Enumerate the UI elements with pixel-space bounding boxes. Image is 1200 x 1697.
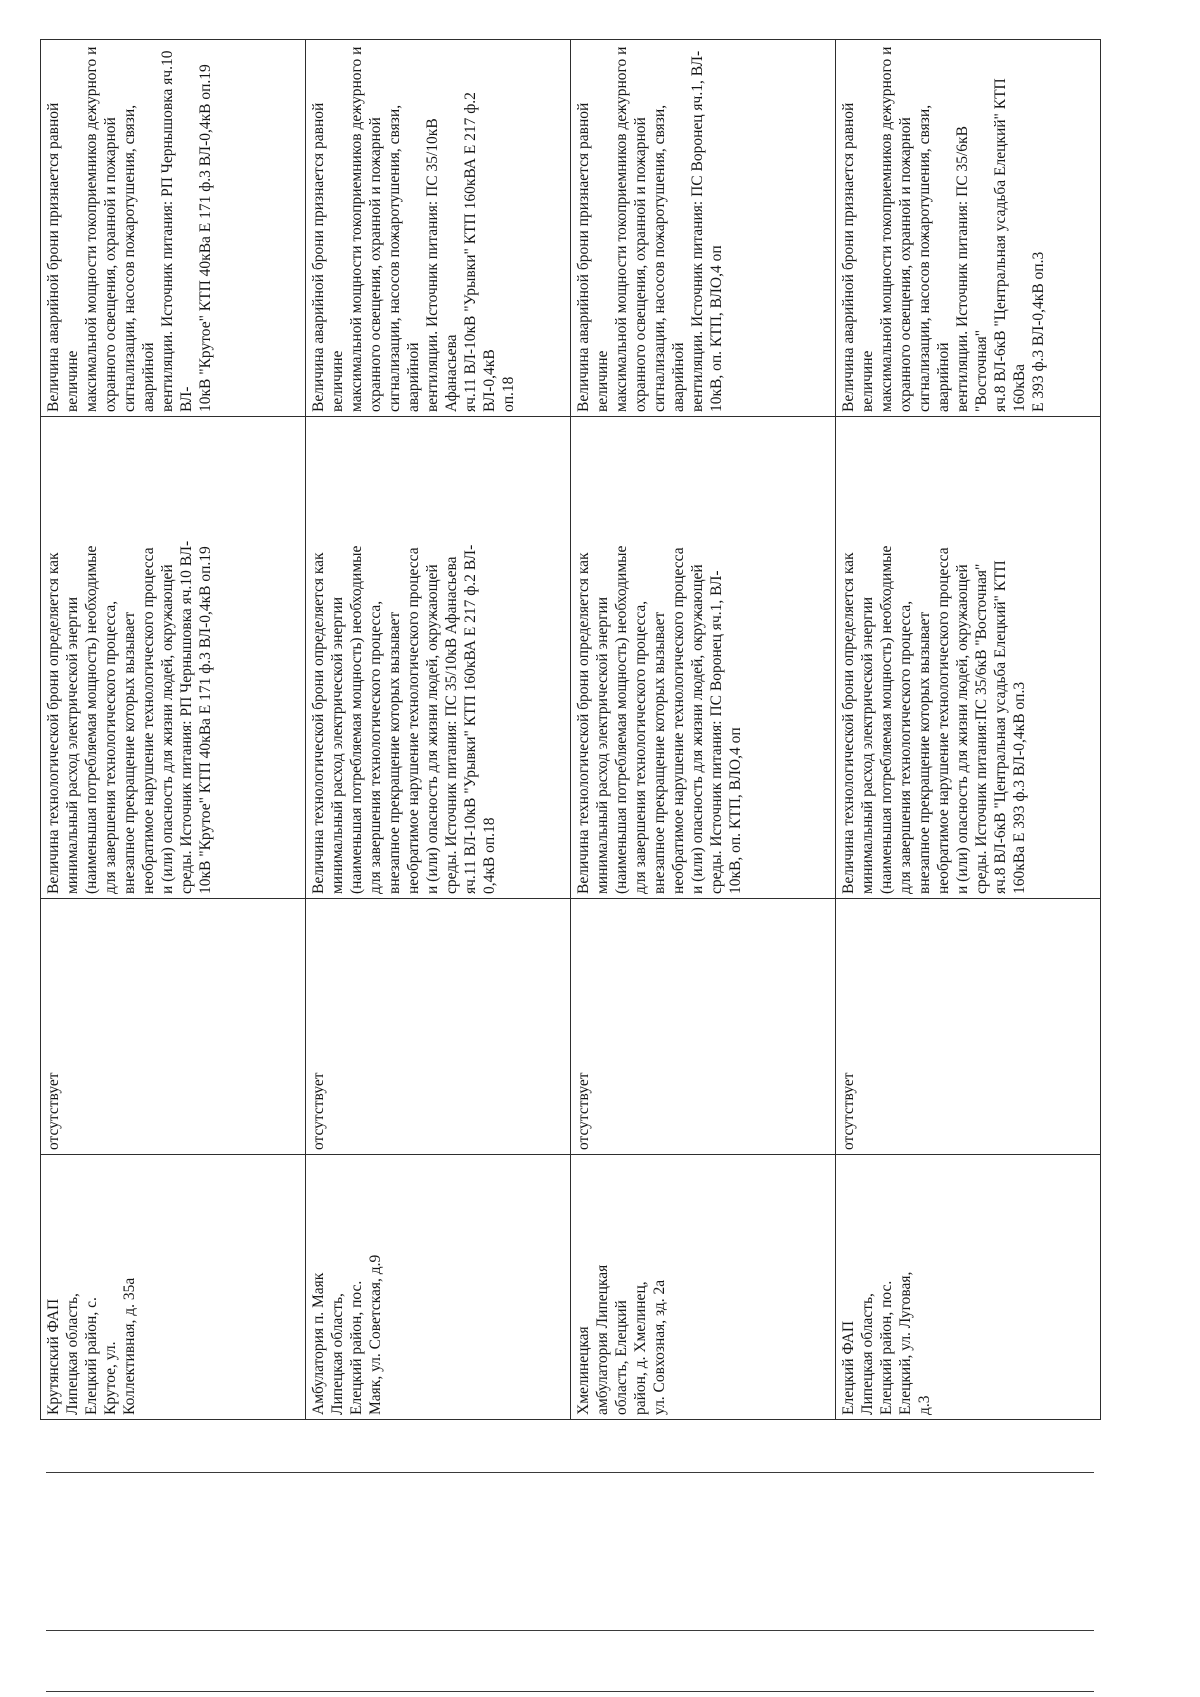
technological-reserve-cell: Величина технологической брони определяется как минимальный расход электрической энергии (наименьшая потребляемая мощность) необходимые для завершения технологического процесса, внезапное прекращение которых вызывает необратимое нарушение технологического процесса и (или) опасность для жизни людей, окружающей среды. Источник питания: РП Чернышовка яч.10 ВЛ- 10кВ "Крутое" КТП 40кВа Е 171 ф.3 ВЛ-0,4кВ оп.19: [41, 417, 306, 899]
rotated-table-page: [40, 40, 1100, 1420]
emergency-reserve-cell: Величина аварийной брони признается равной величине максимальной мощности токоприемников дежурного и охранного освещения, охранной и пожарной сигнализации, насосов пожаротушения, связи, аварийной вентиляции. Источник питания: ПС 35/10кВ Афанасьева яч.11 ВЛ-10кВ "Урывки" КТП 160кВА Е 217 ф.2 ВЛ-0,4кВ оп.18: [306, 40, 571, 417]
technological-reserve-cell: Величина технологической брони определяется как минимальный расход электрической энергии (наименьшая потребляемая мощность) необходимые для завершения технологического процесса, внезапное прекращение которых вызывает необратимое нарушение технологического процесса и (или) опасность для жизни людей, окружающей среды. Источник питания: ПС Воронец яч.1, ВЛ- 10кВ, оп. КТП, ВЛО,4 оп: [571, 417, 836, 899]
technological-reserve-cell: Величина технологической брони определяется как минимальный расход электрической энергии (наименьшая потребляемая мощность) необходимые для завершения технологического процесса, внезапное прекращение которых вызывает необратимое нарушение технологического процесса и (или) опасность для жизни людей, окружающей среды. Источник питания: ПС 35/10кВ Афанасьева яч.11 ВЛ-10кВ "Урывки" КТП 160кВА Е 217 ф.2 ВЛ- 0,4кВ оп.18: [306, 417, 571, 899]
availability-cell: отсутствует: [41, 899, 306, 1155]
object-cell: Елецкий ФАП Липецкая область, Елецкий район, пос. Елецкий, ул. Луговая, д.3: [836, 1155, 1101, 1420]
availability-cell: отсутствует: [571, 899, 836, 1155]
emergency-reserve-cell: Величина аварийной брони признается равной величине максимальной мощности токоприемников дежурного и охранного освещения, охранной и пожарной сигнализации, насосов пожаротушения, связи, аварийной вентиляции. Источник питания: ПС Воронец яч.1, ВЛ- 10кВ, оп. КТП, ВЛО,4 оп: [571, 40, 836, 417]
ruled-line: [46, 1691, 1094, 1692]
ruled-line: [46, 1472, 1094, 1473]
technological-reserve-cell: Величина технологической брони определяется как минимальный расход электрической энергии (наименьшая потребляемая мощность) необходимые для завершения технологического процесса, внезапное прекращение которых вызывает необратимое нарушение технологического процесса и (или) опасность для жизни людей, окружающей среды. Источник питания:ПС 35/6кВ "Восточная" яч.8 ВЛ-6кВ "Центральная усадьба Елецкий" КТП 160кВа Е 393 ф.3 ВЛ-0,4кВ оп.3: [836, 417, 1101, 899]
object-cell: Амбулатория п. Маяк Липецкая область, Елецкий район, пос. Маяк, ул. Советская, д.9: [306, 1155, 571, 1420]
availability-cell: отсутствует: [306, 899, 571, 1155]
table-row: [836, 40, 1101, 1420]
power-reserve-table: [40, 39, 1101, 1420]
object-cell: Хмелинецкая амбулатория Липецкая область, Елецкий район, д. Хмелинец, ул. Совхозная, зд. 2а: [571, 1155, 836, 1420]
ruled-line: [46, 1630, 1094, 1631]
availability-cell: отсутствует: [836, 899, 1101, 1155]
table-row: [41, 40, 306, 1420]
emergency-reserve-cell: Величина аварийной брони признается равной величине максимальной мощности токоприемников дежурного и охранного освещения, охранной и пожарной сигнализации, насосов пожаротушения, связи, аварийной вентиляции. Источник питания: РП Чернышовка яч.10 ВЛ- 10кВ "Крутое" КТП 40кВа Е 171 ф.3 ВЛ-0,4кВ оп.19: [41, 40, 306, 417]
emergency-reserve-cell: Величина аварийной брони признается равной величине максимальной мощности токоприемников дежурного и охранного освещения, охранной и пожарной сигнализации, насосов пожаротушения, связи, аварийной вентиляции. Источник питания: ПС 35/6кВ "Восточная" яч.8 ВЛ-6кВ "Центральная усадьба Елецкий" КТП 160кВа Е 393 ф.3 ВЛ-0,4кВ оп.3: [836, 40, 1101, 417]
object-cell: Крутянский ФАП Липецкая область, Елецкий район, с. Крутое, ул. Коллективная, д. 35а: [41, 1155, 306, 1420]
table-row: [571, 40, 836, 1420]
table-row: [306, 40, 571, 1420]
